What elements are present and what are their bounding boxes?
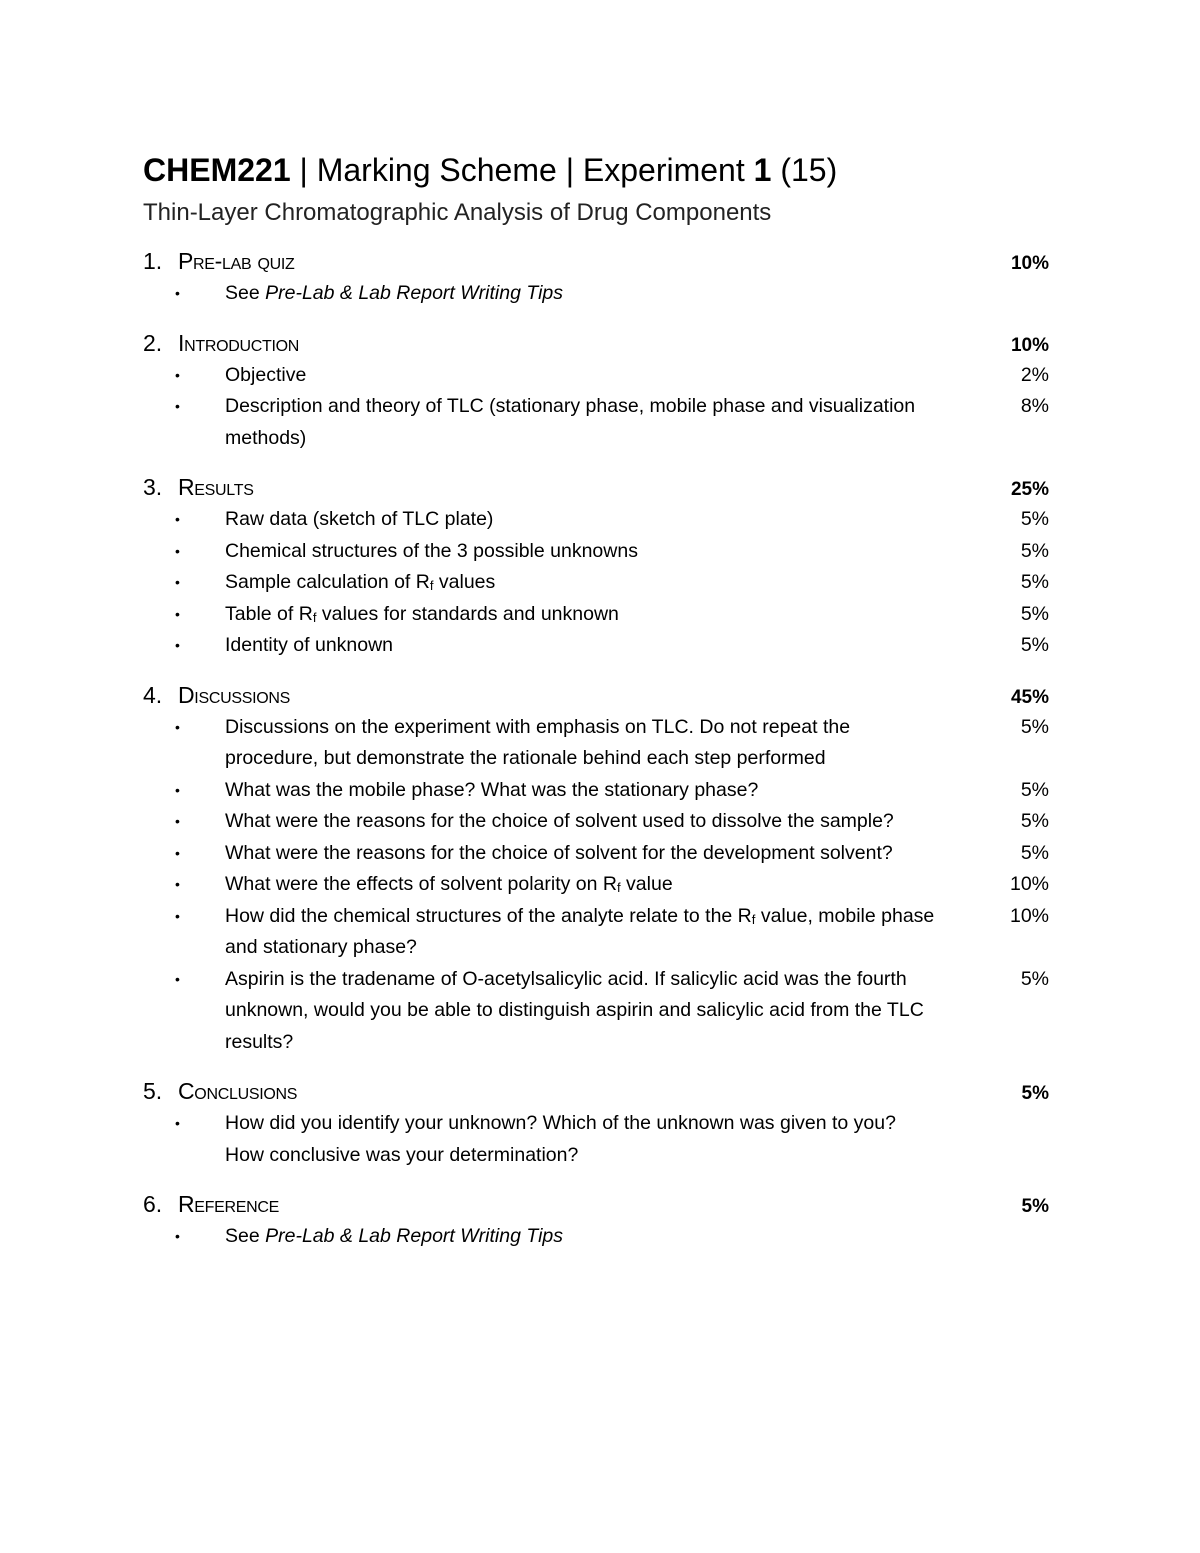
section-name: Results <box>178 474 254 500</box>
section <box>143 1074 1049 1171</box>
criterion-prefix: See <box>225 1225 266 1247</box>
criterion-item <box>143 536 1049 568</box>
title-middle: | Marking Scheme | Experiment <box>290 152 754 188</box>
page-title <box>143 148 1049 192</box>
criteria-list <box>143 504 1049 662</box>
section <box>143 678 1049 1059</box>
section-heading <box>143 1074 1049 1108</box>
criterion-text: Discussions on the experiment with emphasis on TLC. Do not repeat the procedure, but demonstrate the rationale behind each step performed <box>225 715 851 769</box>
criterion-text <box>225 901 937 964</box>
criterion-item <box>143 1221 1049 1253</box>
criterion-text <box>225 278 937 310</box>
criterion-item <box>143 775 1049 807</box>
section-title <box>143 470 254 504</box>
criterion-text <box>225 567 937 599</box>
section-title <box>143 678 290 712</box>
section-weight: 45% <box>1010 686 1049 708</box>
section-heading <box>143 326 1049 360</box>
section-title <box>143 1074 297 1108</box>
criterion-reference: Pre-Lab & Lab Report Writing Tips <box>265 282 563 304</box>
criterion-text: Identity of unknown <box>225 634 394 656</box>
criterion-text: Chemical structures of the 3 possible unknowns <box>225 539 638 562</box>
criterion-text-start: What were the effects of solvent polarity on R <box>225 873 617 895</box>
section-number: 4. <box>143 681 163 708</box>
criterion-text-end: values for standards and unknown <box>316 602 619 625</box>
criterion-text-start: Table of R <box>225 602 313 625</box>
page-subtitle: Thin-Layer Chromatographic Analysis of Drug Components <box>143 199 772 226</box>
rf-subscript: f <box>429 578 434 593</box>
bullet-icon: • <box>175 366 180 383</box>
criterion-item <box>143 1108 1049 1171</box>
bullet-icon: • <box>175 876 180 892</box>
criterion-weight: 5% <box>1020 841 1049 864</box>
bullet-icon: • <box>175 907 180 924</box>
section-number: 3. <box>143 474 163 500</box>
criterion-item <box>143 360 1049 392</box>
bullet-icon: • <box>175 637 180 653</box>
bullet-icon: • <box>175 718 180 735</box>
criteria-list <box>143 360 1049 455</box>
criterion-text: Description and theory of TLC (stationary phase, mobile phase and visualization methods) <box>225 395 916 449</box>
section-number: 5. <box>143 1078 163 1104</box>
criterion-item <box>143 630 1049 662</box>
section-name: Discussions <box>178 681 290 708</box>
section-weight: 10% <box>1010 253 1049 274</box>
title-tail: (15) <box>771 152 838 188</box>
criterion-text-start: How did the chemical structures of the analyte relate to the R <box>225 904 752 927</box>
criterion-text: What were the reasons for the choice of solvent used to dissolve the sample? <box>225 810 894 832</box>
criterion-weight: 5% <box>1020 778 1049 801</box>
criterion-text-end: value <box>620 873 673 895</box>
document-page <box>143 148 1049 1269</box>
bullet-icon: • <box>175 285 180 301</box>
section <box>143 470 1049 662</box>
section <box>143 244 1049 310</box>
section <box>143 326 1049 455</box>
criterion-item <box>143 712 1049 775</box>
bullet-icon: • <box>175 574 180 590</box>
criterion-text <box>225 599 937 631</box>
criterion-weight: 5% <box>1020 602 1049 625</box>
criterion-weight: 10% <box>1009 904 1049 927</box>
criterion-weight: 5% <box>1020 571 1049 593</box>
bullet-icon: • <box>175 511 180 527</box>
section-number: 1. <box>143 248 163 274</box>
section-name: Pre-lab quiz <box>178 248 295 274</box>
criteria-list <box>143 278 1049 310</box>
criterion-item <box>143 901 1049 964</box>
section-weight: 5% <box>1021 1083 1049 1104</box>
criterion-item <box>143 806 1049 838</box>
criterion-text <box>225 1221 937 1253</box>
criteria-list <box>143 1221 1049 1253</box>
section-name: Introduction <box>178 329 300 356</box>
criterion-item <box>143 838 1049 870</box>
criterion-text: Objective <box>225 363 307 386</box>
criterion-reference: Pre-Lab & Lab Report Writing Tips <box>265 1225 563 1247</box>
criterion-text-end: values <box>433 571 496 593</box>
section-title <box>143 326 299 360</box>
criterion-item <box>143 869 1049 901</box>
bullet-icon: • <box>175 813 180 829</box>
criterion-text-end: value, mobile phase and stationary phase? <box>225 904 935 958</box>
section-heading <box>143 470 1049 504</box>
course-code: CHEM221 <box>143 152 291 188</box>
rf-subscript: f <box>312 609 317 625</box>
section-title <box>143 1187 279 1221</box>
section-name: Reference <box>178 1191 280 1217</box>
bullet-icon: • <box>175 605 180 622</box>
criterion-text: What were the reasons for the choice of solvent for the development solvent? <box>225 841 893 864</box>
criterion-item <box>143 278 1049 310</box>
experiment-number: 1 <box>753 152 772 188</box>
marking-sections <box>143 244 1049 1253</box>
criterion-weight: 5% <box>1020 634 1049 656</box>
bullet-icon: • <box>175 542 180 559</box>
criterion-item <box>143 504 1049 536</box>
criterion-weight: 5% <box>1020 810 1049 832</box>
bullet-icon: • <box>175 1228 180 1244</box>
bullet-icon: • <box>175 970 180 987</box>
bullet-icon: • <box>175 781 180 798</box>
criterion-weight: 8% <box>1020 395 1049 417</box>
rf-subscript: f <box>751 911 756 927</box>
criterion-text: Aspirin is the tradename of O-acetylsalicylic acid. If salicylic acid was the fourth unknown, would you be able to distinguish aspirin and salicylic acid from the TLC results? <box>225 967 924 1053</box>
criterion-weight: 10% <box>1009 873 1049 895</box>
section-weight: 25% <box>1010 479 1049 500</box>
criterion-text: What was the mobile phase? What was the stationary phase? <box>225 778 759 801</box>
rf-subscript: f <box>617 880 621 895</box>
criterion-weight: 2% <box>1020 363 1049 386</box>
section-number: 2. <box>143 329 163 356</box>
criterion-prefix: See <box>225 282 266 304</box>
criterion-text <box>225 869 937 901</box>
criterion-item <box>143 391 1049 454</box>
criterion-item <box>143 599 1049 631</box>
criterion-weight: 5% <box>1020 508 1049 530</box>
section-heading <box>143 244 1049 278</box>
bullet-icon: • <box>175 1115 180 1131</box>
section-weight: 10% <box>1010 334 1049 356</box>
criterion-item <box>143 567 1049 599</box>
criterion-text-start: Sample calculation of R <box>225 571 430 593</box>
criterion-text: Raw data (sketch of TLC plate) <box>225 508 494 530</box>
criterion-item <box>143 964 1049 1059</box>
criteria-list <box>143 1108 1049 1171</box>
bullet-icon: • <box>175 398 180 414</box>
criterion-weight: 5% <box>1020 715 1049 738</box>
section-weight: 5% <box>1021 1196 1049 1217</box>
section-title <box>143 244 294 278</box>
bullet-icon: • <box>175 844 180 861</box>
criterion-weight: 5% <box>1020 539 1049 562</box>
criterion-weight: 5% <box>1020 967 1049 990</box>
section-heading <box>143 678 1049 712</box>
section <box>143 1187 1049 1253</box>
criteria-list <box>143 712 1049 1059</box>
criterion-text: How did you identify your unknown? Which of the unknown was given to you? How conclusive was your determination? <box>225 1112 896 1166</box>
section-number: 6. <box>143 1191 163 1217</box>
section-name: Conclusions <box>178 1078 298 1104</box>
section-heading <box>143 1187 1049 1221</box>
